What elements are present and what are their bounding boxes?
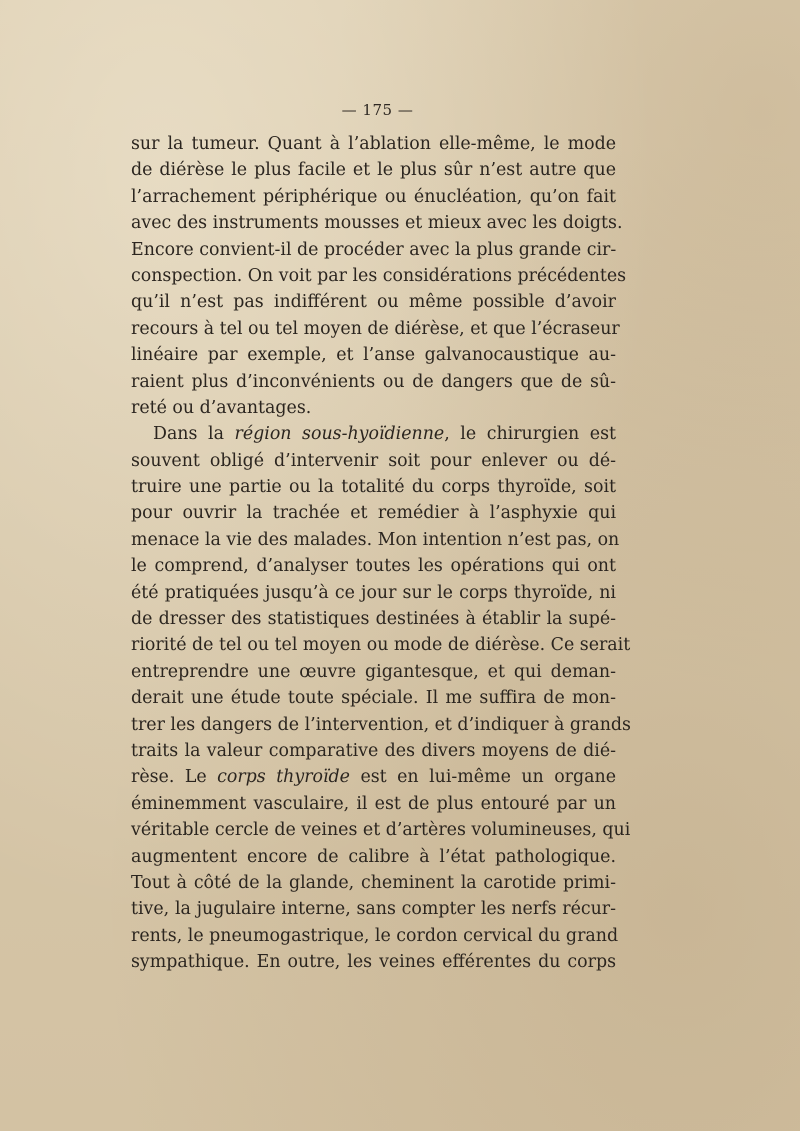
text-line: de dresser des statistiques destinées à établir la supé- [131,609,616,630]
italic-term: corps thyroïde [217,767,350,788]
body-text [131,131,631,976]
text-line: qu’il n’est pas indifférent ou même possible d’avoir [131,292,616,313]
text-line: Dans la région sous-hyoïdienne, le chirurgien est [153,424,616,445]
text-line: truire une partie ou la totalité du corps thyroïde, soit [131,477,616,498]
text-line: raient plus d’inconvénients ou de dangers que de sû- [131,371,616,392]
text-line: véritable cercle de veines et d’artères volumineuses, qui [131,820,631,841]
text-line: reté ou d’avantages. [131,397,312,418]
text-line: rents, le pneumogastrique, le cordon cervical du grand [131,925,619,946]
text-line: de diérèse le plus facile et le plus sûr n’est autre que [131,160,616,181]
text-line: l’arrachement périphérique ou énucléation, qu’on fait [131,186,616,207]
text-line: augmentent encore de calibre à l’état pathologique. [131,846,616,867]
page-number: — 175 — [341,101,414,119]
text-line: Tout à côté de la glande, cheminent la carotide primi- [131,872,616,893]
text-line: conspection. On voit par les considérations précédentes [131,265,627,286]
text-line: sur la tumeur. Quant à l’ablation elle-même, le mode [131,134,616,154]
text-line: pour ouvrir la trachée et remédier à l’asphyxie qui [131,503,616,524]
text-line: rèse. Le corps thyroïde est en lui-même un organe [131,767,616,788]
text-line: entreprendre une œuvre gigantesque, et qui deman- [131,661,616,682]
text-line: derait une étude toute spéciale. Il me suffira de mon- [131,688,616,709]
text-line: été pratiquées jusqu’à ce jour sur le corps thyroïde, ni [131,582,616,603]
text-line: éminemment vasculaire, il est de plus entouré par un [131,793,616,814]
text-line: recours à tel ou tel moyen de diérèse, et que l’écraseur [131,318,620,339]
text-line: sympathique. En outre, les veines efférentes du corps [131,952,616,973]
text-line: traits la valeur comparative des divers moyens de dié- [131,740,616,761]
text-line: riorité de tel ou tel moyen ou mode de diérèse. Ce serait [131,635,631,656]
text-line: tive, la jugulaire interne, sans compter les nerfs récur- [131,899,616,920]
text-line: souvent obligé d’intervenir soit pour enlever ou dé- [131,450,616,471]
text-line: menace la vie des malades. Mon intention n’est pas, on [131,529,620,550]
text-line: Encore convient-il de procéder avec la plus grande cir- [131,239,617,260]
italic-term: région sous-hyoïdienne [234,424,445,445]
text-line: avec des instruments mousses et mieux avec les doigts. [131,213,623,234]
text-line: le comprend, d’analyser toutes les opérations qui ont [131,556,616,577]
text-line: linéaire par exemple, et l’anse galvanocaustique au- [131,345,616,366]
text-line: trer les dangers de l’intervention, et d’indiquer à grands [131,714,631,735]
